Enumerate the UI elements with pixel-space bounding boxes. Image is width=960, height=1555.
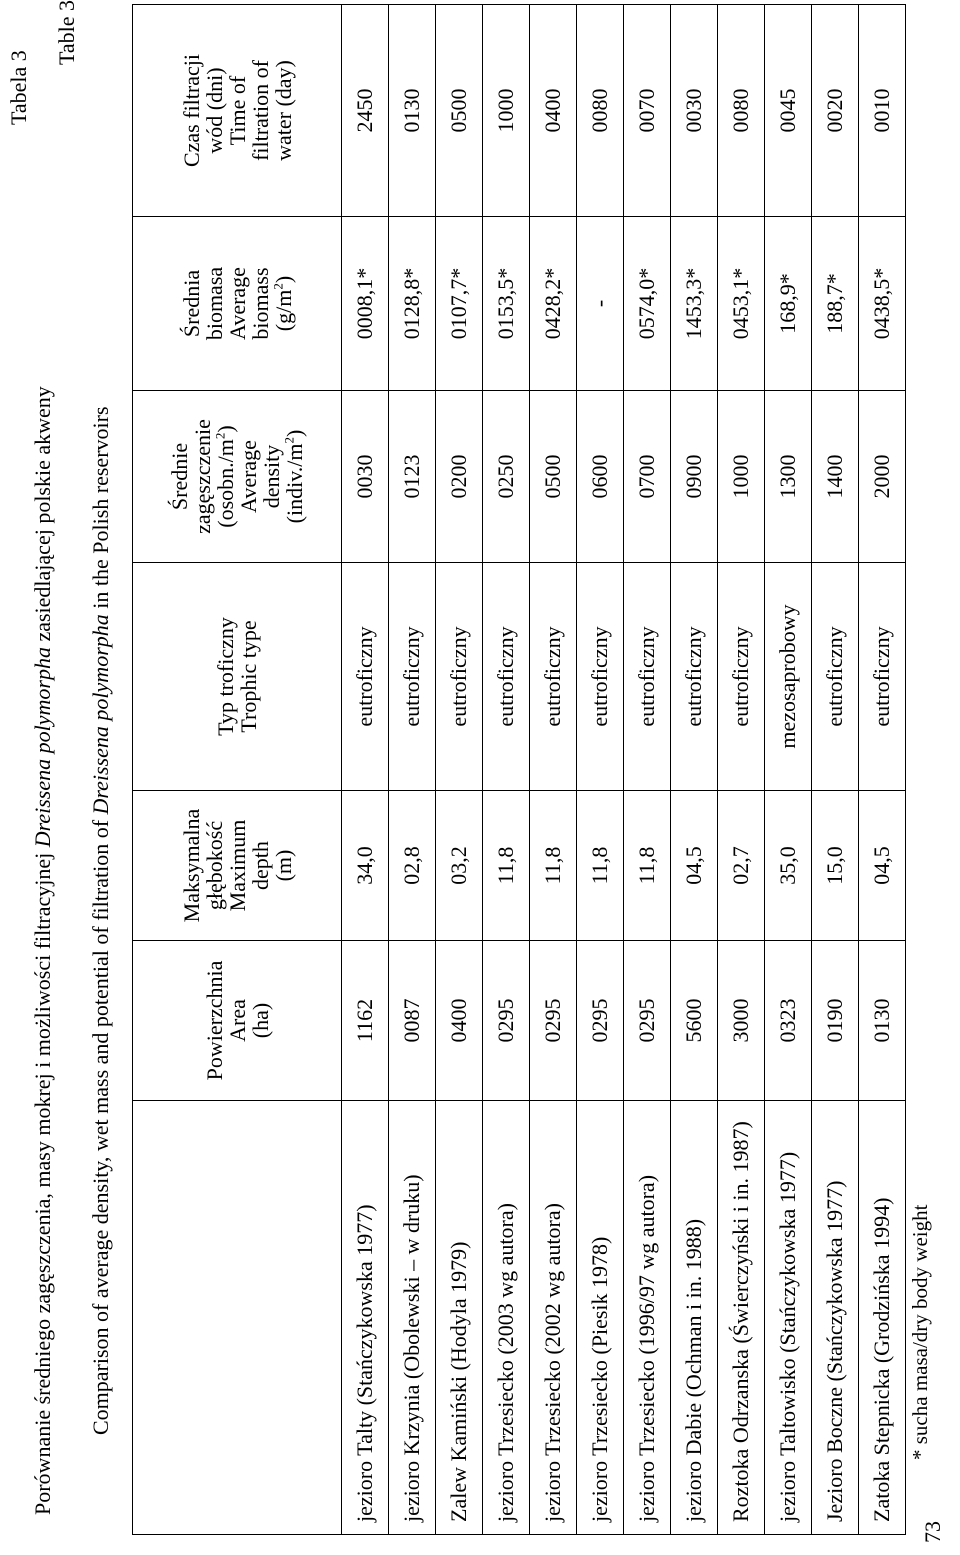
cell-density: 1300 xyxy=(765,391,812,563)
cell-depth: 11,8 xyxy=(483,791,530,941)
cell-name: jezioro Krzynia (Obolewski – w druku) xyxy=(389,1101,436,1535)
header-row xyxy=(133,5,342,1535)
cell-biomass: 0107,7* xyxy=(436,217,483,391)
cell-filtration: 0030 xyxy=(671,5,718,217)
header-biomass-line xyxy=(272,225,295,382)
cell-depth: 04,5 xyxy=(859,791,906,941)
cell-density: 0600 xyxy=(577,391,624,563)
title-pl-species: Dreissena polymorpha xyxy=(30,647,55,848)
header-trophic xyxy=(133,563,342,791)
cell-depth: 04,5 xyxy=(671,791,718,941)
header-filtration-line xyxy=(249,13,272,208)
cell-filtration: 0400 xyxy=(530,5,577,217)
header-trophic-text: Trophic type xyxy=(236,620,261,733)
title-en xyxy=(88,406,114,1435)
header-density-line xyxy=(214,399,237,554)
header-depth-text: głębokość xyxy=(201,820,227,911)
cell-depth: 11,8 xyxy=(624,791,671,941)
header-depth-text: Maksymalna xyxy=(178,808,204,923)
header-depth-line xyxy=(203,799,226,932)
cell-area: 0190 xyxy=(812,941,859,1101)
cell-filtration: 0045 xyxy=(765,5,812,217)
header-filtration-line xyxy=(272,13,295,208)
cell-biomass: 0153,5* xyxy=(483,217,530,391)
header-area xyxy=(133,941,342,1101)
page-number: 73 xyxy=(920,1521,945,1543)
header-biomass xyxy=(133,217,342,391)
cell-area: 0295 xyxy=(577,941,624,1101)
cell-area: 3000 xyxy=(718,941,765,1101)
table-label-en: Table 3 xyxy=(54,0,79,65)
cell-name: jezioro Taltowisko (Stańczykowska 1977) xyxy=(765,1101,812,1535)
cell-density: 1000 xyxy=(718,391,765,563)
table-row xyxy=(389,5,436,1535)
cell-density: 0500 xyxy=(530,391,577,563)
cell-filtration: 1000 xyxy=(483,5,530,217)
header-filtration-line xyxy=(226,13,249,208)
header-area-line xyxy=(203,949,226,1092)
cell-area: 0400 xyxy=(436,941,483,1101)
cell-filtration: 0070 xyxy=(624,5,671,217)
header-biomass-close: ) xyxy=(270,275,296,284)
cell-biomass: 0428,2* xyxy=(530,217,577,391)
table-row xyxy=(483,5,530,1535)
cell-name: jezioro Dabie (Ochman i in. 1988) xyxy=(671,1101,718,1535)
header-area-text: Powierzchnia xyxy=(201,960,227,1081)
cell-density: 0200 xyxy=(436,391,483,563)
cell-depth: 02,7 xyxy=(718,791,765,941)
cell-area: 0295 xyxy=(483,941,530,1101)
header-density-text: Średnie xyxy=(167,442,192,511)
header-trophic-line xyxy=(214,571,237,782)
cell-depth: 03,2 xyxy=(436,791,483,941)
cell-name: jezioro Trzesiecko (2003 wg autora) xyxy=(483,1101,530,1535)
cell-trophic: eutroficzny xyxy=(389,563,436,791)
header-depth-text: depth xyxy=(247,841,273,890)
table-row xyxy=(718,5,765,1535)
cell-area: 1162 xyxy=(342,941,389,1101)
header-biomass-text: Średnia xyxy=(178,269,204,338)
cell-trophic: eutroficzny xyxy=(718,563,765,791)
header-density-text: (osobn./m xyxy=(213,439,238,528)
cell-name: jezioro Trzesiecko (1996/97 wg autora) xyxy=(624,1101,671,1535)
header-trophic-line xyxy=(237,571,260,782)
header-density-line xyxy=(191,399,214,554)
header-filtration-line xyxy=(180,13,203,208)
footnote: * sucha masa/dry body weight xyxy=(908,1204,932,1460)
cell-trophic: eutroficzny xyxy=(483,563,530,791)
table-row xyxy=(577,5,624,1535)
cell-area: 5600 xyxy=(671,941,718,1101)
header-density-text: zagęszczenie xyxy=(190,419,215,534)
cell-filtration: 2450 xyxy=(342,5,389,217)
cell-trophic: eutroficzny xyxy=(812,563,859,791)
cell-biomass: - xyxy=(577,217,624,391)
cell-density: 0123 xyxy=(389,391,436,563)
header-depth-line xyxy=(272,799,295,932)
header-density-line xyxy=(168,399,191,554)
cell-biomass: 0453,1* xyxy=(718,217,765,391)
header-density xyxy=(133,391,342,563)
cell-name: Jezioro Boczne (Stańczykowska 1977) xyxy=(812,1101,859,1535)
header-filtration-text: water (day) xyxy=(270,60,296,161)
header-filtration-text: Czas filtracji xyxy=(178,54,204,168)
title-pl-prefix: Porównanie średniego zagęszczenia, masy mokrej i możliwości filtracyjnej xyxy=(30,847,55,1515)
header-biomass-text: Average xyxy=(224,267,250,340)
table-body xyxy=(342,5,906,1535)
cell-biomass: 0438,5* xyxy=(859,217,906,391)
cell-depth: 11,8 xyxy=(530,791,577,941)
header-biomass-sup: 2 xyxy=(270,283,286,290)
cell-density: 0900 xyxy=(671,391,718,563)
cell-trophic: eutroficzny xyxy=(624,563,671,791)
cell-filtration: 0020 xyxy=(812,5,859,217)
cell-depth: 35,0 xyxy=(765,791,812,941)
header-density-line xyxy=(260,399,283,554)
cell-trophic: eutroficzny xyxy=(530,563,577,791)
cell-density: 1400 xyxy=(812,391,859,563)
table-row xyxy=(342,5,389,1535)
cell-trophic: eutroficzny xyxy=(342,563,389,791)
cell-biomass: 0574,0* xyxy=(624,217,671,391)
header-biomass-line xyxy=(203,225,226,382)
cell-filtration: 0500 xyxy=(436,5,483,217)
cell-density: 0700 xyxy=(624,391,671,563)
header-trophic-text: Typ troficzny xyxy=(213,617,238,736)
header-density-sup: 2 xyxy=(281,436,297,444)
header-biomass-line xyxy=(226,225,249,382)
title-pl-suffix: zasiedlającej polskie akweny xyxy=(30,386,55,648)
table-label-pl: Tabela 3 xyxy=(6,50,31,125)
cell-area: 0295 xyxy=(624,941,671,1101)
header-filtration-text: filtration of xyxy=(247,60,273,161)
table-row xyxy=(765,5,812,1535)
cell-name: jezioro Trzesiecko (2002 wg autora) xyxy=(530,1101,577,1535)
cell-depth: 02,8 xyxy=(389,791,436,941)
cell-filtration: 0080 xyxy=(718,5,765,217)
data-table xyxy=(132,4,906,1535)
header-depth xyxy=(133,791,342,941)
header-area-line xyxy=(249,949,272,1092)
header-density-text: (indiv./m xyxy=(282,443,307,524)
table-row xyxy=(624,5,671,1535)
header-density-close: ) xyxy=(213,425,238,433)
cell-trophic: eutroficzny xyxy=(859,563,906,791)
header-biomass-text: biomass xyxy=(247,267,273,340)
cell-name: jezioro Trzesiecko (Piesik 1978) xyxy=(577,1101,624,1535)
header-area-text: (ha) xyxy=(247,1002,273,1039)
cell-biomass: 0128,8* xyxy=(389,217,436,391)
header-depth-text: (m) xyxy=(270,849,296,882)
cell-area: 0295 xyxy=(530,941,577,1101)
header-area-line xyxy=(226,949,249,1092)
cell-area: 0087 xyxy=(389,941,436,1101)
cell-name: Roztoka Odrzanska (Świerczyński i in. 1987) xyxy=(718,1101,765,1535)
header-filtration-text: wód (dni) xyxy=(201,67,227,154)
title-en-species: Dreissena polymorpha xyxy=(88,614,113,815)
cell-density: 0030 xyxy=(342,391,389,563)
cell-area: 0323 xyxy=(765,941,812,1101)
table-row xyxy=(859,5,906,1535)
table-row xyxy=(436,5,483,1535)
cell-filtration: 0080 xyxy=(577,5,624,217)
header-filtration xyxy=(133,5,342,217)
cell-filtration: 0010 xyxy=(859,5,906,217)
header-density-line xyxy=(237,399,260,554)
header-density-sup: 2 xyxy=(212,432,228,440)
header-density-close: ) xyxy=(282,429,307,437)
table-row xyxy=(671,5,718,1535)
header-biomass-line xyxy=(180,225,203,382)
title-en-prefix: Comparison of average density, wet mass and potential of filtration of xyxy=(88,814,113,1435)
header-depth-line xyxy=(226,799,249,932)
cell-density: 0250 xyxy=(483,391,530,563)
header-density-line xyxy=(283,399,306,554)
cell-depth: 11,8 xyxy=(577,791,624,941)
cell-biomass: 168,9* xyxy=(765,217,812,391)
header-area-text: Area xyxy=(224,999,250,1042)
cell-filtration: 0130 xyxy=(389,5,436,217)
title-en-suffix: in the Polish reservoirs xyxy=(88,406,113,615)
cell-density: 2000 xyxy=(859,391,906,563)
cell-biomass: 0008,1* xyxy=(342,217,389,391)
header-biomass-text: (g/m xyxy=(270,289,296,332)
header-biomass-line xyxy=(249,225,272,382)
cell-trophic: mezosaprobowy xyxy=(765,563,812,791)
header-filtration-text: Time of xyxy=(224,75,250,146)
header-depth-line xyxy=(180,799,203,932)
header-biomass-text: biomasa xyxy=(201,266,227,341)
cell-name: jezioro Talty (Stańczykowska 1977) xyxy=(342,1101,389,1535)
cell-trophic: eutroficzny xyxy=(436,563,483,791)
cell-trophic: eutroficzny xyxy=(577,563,624,791)
cell-depth: 15,0 xyxy=(812,791,859,941)
header-depth-line xyxy=(249,799,272,932)
header-density-text: Average xyxy=(236,440,261,513)
header-depth-text: Maximum xyxy=(224,819,250,912)
cell-name: Zatoka Stepnicka (Grodzińska 1994) xyxy=(859,1101,906,1535)
cell-trophic: eutroficzny xyxy=(671,563,718,791)
cell-biomass: 1453,3* xyxy=(671,217,718,391)
cell-area: 0130 xyxy=(859,941,906,1101)
table-row xyxy=(812,5,859,1535)
header-density-text: density xyxy=(259,444,284,509)
title-pl xyxy=(30,386,56,1515)
table-row xyxy=(530,5,577,1535)
header-filtration-line xyxy=(203,13,226,208)
cell-biomass: 188,7* xyxy=(812,217,859,391)
header-name xyxy=(133,1101,342,1535)
cell-name: Zalew Kamiński (Hodyla 1979) xyxy=(436,1101,483,1535)
cell-depth: 34,0 xyxy=(342,791,389,941)
